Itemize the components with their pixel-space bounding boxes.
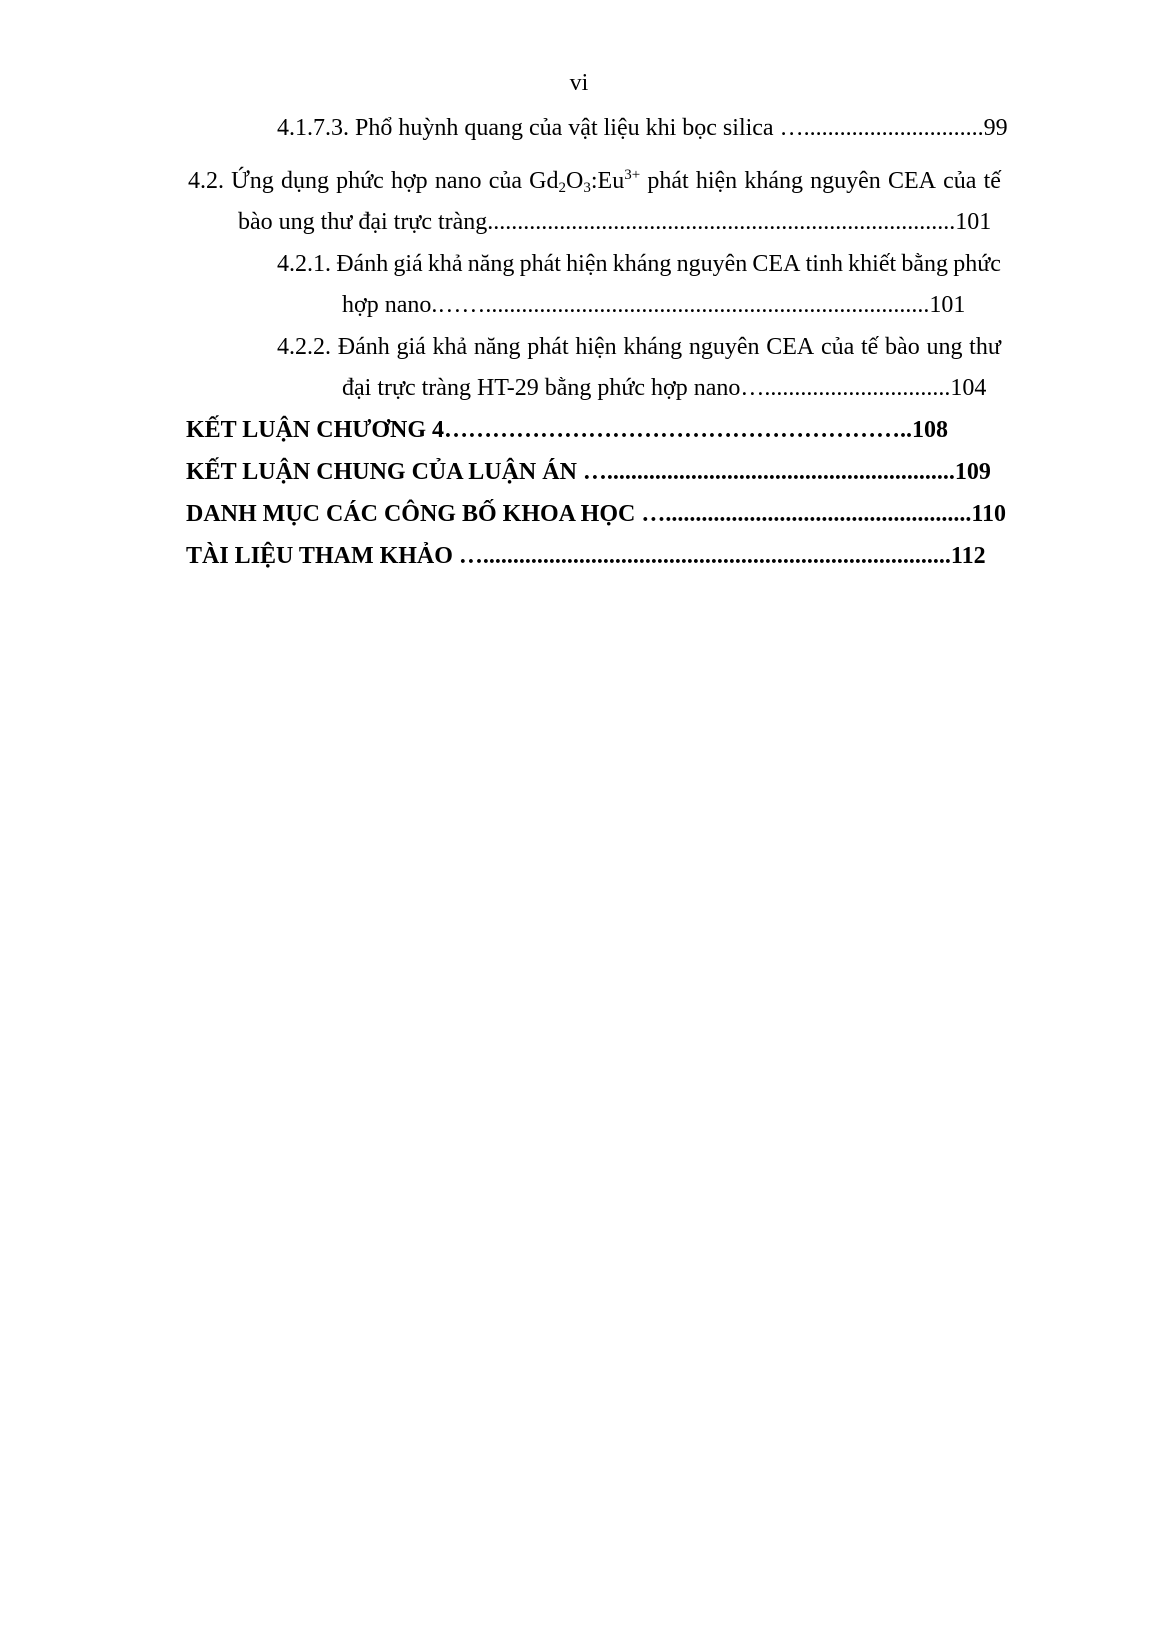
- toc-word: tế: [860, 334, 879, 360]
- toc-entry-ket-luan-chuong-4: KẾT LUẬN CHƯƠNG 4…………………………………………………..108: [186, 417, 949, 443]
- toc-entry-4-2-line-1: [188, 165, 1001, 197]
- toc-entry-4-2-2-line-2: đại trực tràng HT-29 bằng phức hợp nano…...............................104: [342, 375, 987, 401]
- toc-word: 4.2.: [188, 168, 224, 194]
- formula-part: :Eu: [590, 168, 625, 194]
- toc-word: 4.2.1.: [277, 251, 331, 277]
- toc-entry-ket-luan-chung: KẾT LUẬN CHUNG CỦA LUẬN ÁN …..........................................................109: [186, 459, 991, 485]
- toc-word: năng: [473, 334, 521, 360]
- toc-word: kháng: [623, 334, 683, 360]
- formula-subscript: 3: [583, 180, 591, 196]
- page-number: vi: [569, 70, 589, 96]
- toc-word: phát: [527, 334, 569, 360]
- toc-word: thư: [969, 334, 1001, 360]
- toc-word: tinh: [805, 251, 843, 277]
- toc-word: kháng: [612, 251, 672, 277]
- toc-word: nguyên: [676, 251, 748, 277]
- toc-word: hiện: [566, 251, 608, 277]
- toc-entry-4-2-1-line-2: hợp nano.……..........................................................................101: [342, 292, 966, 318]
- toc-word: bằng: [901, 251, 949, 277]
- toc-word: giá: [393, 251, 423, 277]
- toc-word: ung: [926, 334, 963, 360]
- toc-word: CEA: [752, 251, 801, 277]
- toc-word: khả: [432, 334, 468, 360]
- toc-word: CEA: [887, 168, 936, 194]
- toc-entry-tai-lieu-tham-khao: TÀI LIỆU THAM KHẢO …..............................................................................112: [186, 543, 986, 569]
- toc-entry-4-2-line-2: bào ung thư đại trực tràng..............................................................................101: [238, 209, 992, 235]
- toc-word: phức: [953, 251, 1001, 277]
- toc-word: phát: [647, 168, 689, 194]
- toc-word: Đánh: [336, 251, 389, 277]
- toc-word: khả: [427, 251, 463, 277]
- toc-word: của: [943, 168, 977, 194]
- toc-word: giá: [396, 334, 426, 360]
- toc-word: phức: [336, 168, 384, 194]
- toc-word: hợp: [390, 168, 428, 194]
- toc-entry-4-1-7-3: 4.1.7.3. Phổ huỳnh quang của vật liệu khi bọc silica …..............................99: [277, 115, 1008, 141]
- toc-entry-4-2-1-line-1: [277, 248, 1001, 280]
- formula-superscript: 3+: [624, 167, 641, 183]
- toc-word: nguyên: [810, 168, 881, 194]
- toc-word: tế: [983, 168, 1001, 194]
- toc-entry-danh-muc-cong-bo: DANH MỤC CÁC CÔNG BỐ KHOA HỌC …...................................................110: [186, 501, 1007, 527]
- toc-word: bào: [885, 334, 920, 360]
- toc-word: Đánh: [337, 334, 390, 360]
- toc-word: của: [820, 334, 855, 360]
- formula-part: Gd: [529, 168, 559, 194]
- chemical-formula: [529, 165, 640, 197]
- toc-word: phát: [519, 251, 561, 277]
- formula-subscript: 2: [558, 180, 567, 196]
- toc-word: CEA: [766, 334, 815, 360]
- toc-entry-4-2-2-line-1: [277, 331, 1001, 363]
- toc-word: của: [488, 168, 522, 194]
- toc-word: dụng: [280, 168, 329, 194]
- toc-word: 4.2.2.: [277, 334, 331, 360]
- toc-word: kháng: [744, 168, 803, 194]
- toc-word: nguyên: [688, 334, 760, 360]
- formula-part: O: [566, 168, 584, 194]
- toc-word: năng: [467, 251, 515, 277]
- toc-word: nano: [434, 168, 482, 194]
- toc-word: hiện: [575, 334, 617, 360]
- toc-word: khiết: [848, 251, 897, 277]
- toc-word: hiện: [695, 168, 738, 194]
- toc-word: Ứng: [231, 168, 274, 194]
